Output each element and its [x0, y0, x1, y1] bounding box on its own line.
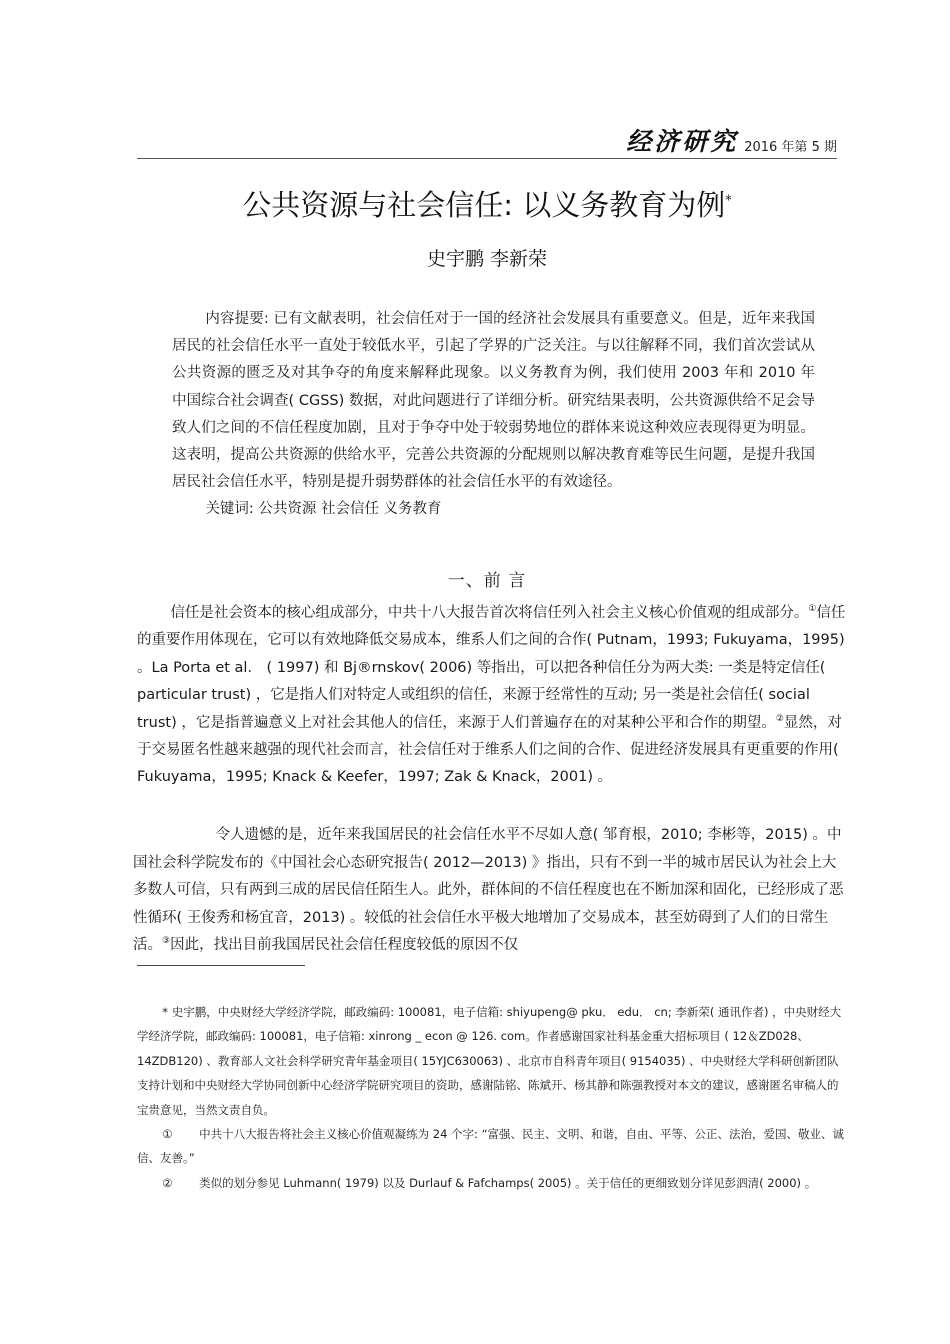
footnote-rule	[137, 965, 305, 966]
title-text: 公共资源与社会信任: 以义务教育为例	[242, 188, 726, 222]
footnote-text: 类似的划分参见 Luhmann( 1979) 以及 Durlauf & Fafchamps( 2005) 。关于信任的更细致划分详见彭泗清( 2000) 。	[199, 1175, 817, 1190]
footnote-ref[interactable]: ③	[162, 936, 171, 947]
footnote-ref[interactable]: ①	[808, 604, 817, 615]
footnote-ref[interactable]: ②	[775, 713, 784, 724]
section-heading: 一、前 言	[447, 571, 527, 591]
keywords: 关键词: 公共资源 社会信任 义务教育	[205, 501, 442, 517]
footnote-text: 中共十八大报告将社会主义核心价值观凝练为 24 个字: “富强、民主、文明、和谐，自由、平等、公正、法治，爱国、敬业、诚信、友善。”	[137, 1127, 845, 1166]
paragraph-text: 显然，对于交易匿名性越来越强的现代社会而言，社会信任对于维系人们之间的合作、促进经济发展具有更重要的作用( Fukuyama，1995; Knack & Keefer，1997; Zak & Knack，2001) 。	[137, 714, 842, 786]
footnote-marker: ①	[162, 1127, 173, 1142]
paragraph-text: 信任的重要作用体现在，它可以有效地降低交易成本，维系人们之间的合作( Putnam，1993; Fukuyama，1995) 。La Porta et al． ( 1997) 和 Bj®rnskov( 2006) 等指出，可以把各种信任分为两大类: 一类是特定信任( particular trust) ，它是指人们对特定人或组织的信任，来源于经常性的互动; 另一类是社会信任( social trust) ，它是指普遍意义上对社会其他人的信任，来源于人们普遍存在的对某种公平和合作的期望。	[137, 605, 846, 731]
footnote-2	[137, 1171, 849, 1195]
paragraph-text: 令人遗憾的是，近年来我国居民的社会信任水平不尽如人意( 邹育根，2010; 李彬等，2015) 。中国社会科学院发布的《中国社会心态研究报告( 2012—2013) 》指出，只有不到一半的城市居民认为社会上大多数人可信，只有两到三成的居民信任陌生人。此外，群体间的不信任程度也在不断加深和固化，已经形成了恶性循环( 王俊秀和杨宜音，2013) 。较低的社会信任水平极大地增加了交易成本，甚至妨碍到了人们的日常生活。	[133, 827, 844, 954]
paragraph-text: 信任是社会资本的核心组成部分，中共十八大报告首次将信任列入社会主义核心价值观的组成部分。	[170, 605, 809, 621]
author-line: 史宇鹏 李新荣	[426, 248, 548, 270]
issue-label: 2016 年第 5 期	[744, 140, 837, 155]
body-paragraph-1	[137, 600, 849, 792]
abstract	[172, 306, 815, 496]
article-title	[137, 183, 837, 224]
header-rule	[137, 158, 837, 159]
author-footnote: * 史宇鹏，中央财经大学经济学院，邮政编码: 100081，电子信箱: shiyupeng@ pku． edu． cn; 李新荣( 通讯作者) ，中央财经大学经济学院，邮政编码: 100081，电子信箱: xinrong _ econ @ 126. com。作者感谢国家社科基金重大招标项目 ( 12＆ZD028、14ZDB120) 、教育部人文社会科学研究青年基金项目( 15YJC630063) 、北京市自科青年项目( 9154035) 、中央财经大学科研创新团队支持计划和中央财经大学协同创新中心经济学院研究项目的资助，感谢陆铭、陈斌开、杨其静和陈强教授对本文的建议，感谢匿名审稿人的宝贵意见，当然文责自负。	[137, 1005, 842, 1117]
journal-logo: 经济研究	[626, 127, 739, 156]
title-footnote-mark: *	[725, 193, 732, 209]
footnotes	[137, 1000, 849, 1195]
paragraph-text: 因此，找出目前我国居民社会信任程度较低的原因不仅	[170, 937, 519, 954]
body-paragraph-2	[133, 822, 849, 960]
running-header	[137, 128, 837, 158]
footnote-1	[137, 1122, 849, 1171]
footnote-marker: ②	[162, 1175, 173, 1190]
abstract-text: 内容提要: 已有文献表明，社会信任对于一国的经济社会发展具有重要意义。但是，近年来我国居民的社会信任水平一直处于较低水平，引起了学界的广泛关注。与以往解释不同，我们首次尝试从公共资源的匮乏及对其争夺的角度来解释此现象。以义务教育为例，我们使用 2003 年和 2010 年中国综合社会调查( CGSS) 数据，对此问题进行了详细分析。研究结果表明，公共资源供给不足会导致人们之间的不信任程度加剧，且对于争夺中处于较弱势地位的群体来说这种效应表现得更为明显。这表明，提高公共资源的供给水平，完善公共资源的分配规则以解决教育难等民生问题，是提升我国居民社会信任水平，特别是提升弱势群体的社会信任水平的有效途径。	[172, 311, 815, 491]
